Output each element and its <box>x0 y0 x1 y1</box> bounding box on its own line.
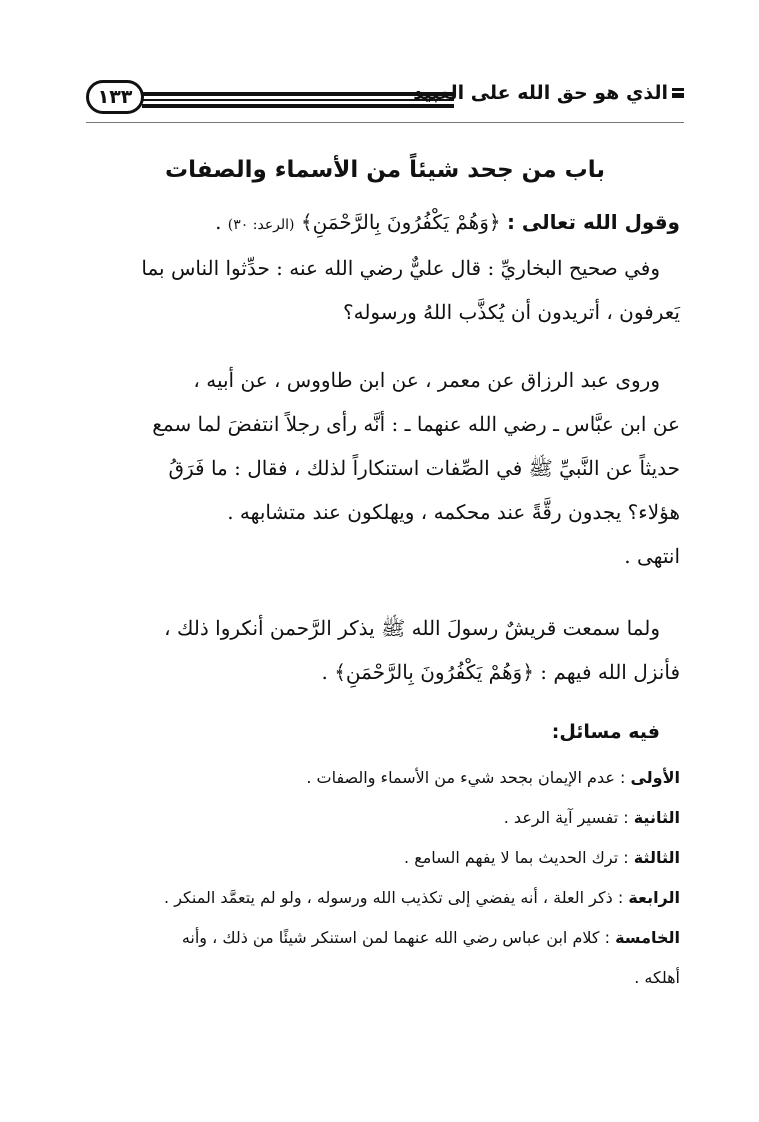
header-rule <box>142 104 454 108</box>
issue-text: : ترك الحديث بما لا يفهم السامع . <box>404 848 629 867</box>
issue-ordinal: الثانية <box>633 808 680 827</box>
issue-text: : عدم الإيمان بجحد شيء من الأسماء والصفات . <box>306 768 626 787</box>
verse-intro-end: . <box>215 210 222 234</box>
list-item-continuation: أهلكه . <box>634 968 680 987</box>
paragraph-bukhari <box>90 246 680 334</box>
paragraph-line <box>90 650 680 694</box>
list-item <box>90 838 680 878</box>
chapter-title: باب من جحد شيئاً من الأسماء والصفات <box>165 157 605 183</box>
quran-verse: ﴿وَهُمْ يَكْفُرُونَ بِالرَّحْمَنِ﴾ <box>300 210 501 234</box>
paragraph-line: يَعرفون ، أتريدون أن يُكذَّب اللهُ ورسوله؟ <box>342 300 680 324</box>
running-title: الذي هو حق الله على العبيد <box>413 82 668 104</box>
paragraph-ibn-abbas <box>90 358 680 578</box>
paragraph-line: وفي صحيح البخاريِّ : قال عليٌّ رضي الله عنه : حدِّثوا الناس بما <box>141 256 660 280</box>
issue-ordinal: الرابعة <box>628 888 680 907</box>
paragraph-line: وروى عبد الرزاق عن معمر ، عن ابن طاووس ، عن أبيه ، <box>193 368 660 392</box>
issue-text: : كلام ابن عباس رضي الله عنهما لمن استنكر شيئًا من ذلك ، وأنه <box>181 928 610 947</box>
verse-reference: (الرعد: ٣٠) <box>227 217 295 233</box>
verse-intro-block <box>90 200 680 244</box>
issue-ordinal: الثالثة <box>633 848 680 867</box>
issue-ordinal: الخامسة <box>615 928 680 947</box>
issues-heading: فيه مسائل: <box>551 721 660 743</box>
list-item <box>90 758 680 798</box>
issue-ordinal: الأولى <box>630 768 680 787</box>
paragraph-line: انتهى . <box>624 544 680 568</box>
issue-text: : ذكر العلة ، أنه يفضي إلى تكذيب الله ورسوله ، ولو لم يتعمَّد المنكر . <box>164 888 624 907</box>
paragraph-quraysh <box>90 606 680 694</box>
list-item <box>90 878 680 918</box>
page-header <box>86 78 684 122</box>
paragraph-lead: فأنزل الله فيهم : <box>540 660 680 684</box>
verse-intro-lead: وقول الله تعالى : <box>506 210 680 234</box>
paragraph-line: حديثاً عن النَّبيِّ ﷺ في الصِّفات استنكاراً لذلك ، فقال : ما فَرَقُ <box>168 456 680 480</box>
paragraph-line: هؤلاء؟ يجدون رقَّةً عند محكمه ، ويهلكون عند متشابهه . <box>227 500 680 524</box>
issues-list <box>90 758 680 998</box>
header-divider <box>86 122 684 123</box>
list-item <box>90 918 680 958</box>
header-rule <box>142 99 454 101</box>
paragraph-line: عن ابن عبَّاس ـ رضي الله عنهما ـ : أنَّه رأى رجلاً انتفضَ لما سمع <box>152 412 680 436</box>
verse-intro-line <box>90 200 680 244</box>
list-item <box>90 798 680 838</box>
page-number: ١٣٣ <box>86 80 144 114</box>
issue-text: : تفسير آية الرعد . <box>503 808 629 827</box>
paragraph-end: . <box>321 660 328 684</box>
quran-verse: ﴿وَهُمْ يَكْفُرُونَ بِالرَّحْمَنِ﴾ <box>334 660 534 684</box>
paragraph-line: ولما سمعت قريشٌ رسولَ الله ﷺ يذكر الرَّحمن أنكروا ذلك ، <box>164 616 660 640</box>
header-rule <box>142 92 454 96</box>
header-ornament-icon <box>672 88 684 98</box>
